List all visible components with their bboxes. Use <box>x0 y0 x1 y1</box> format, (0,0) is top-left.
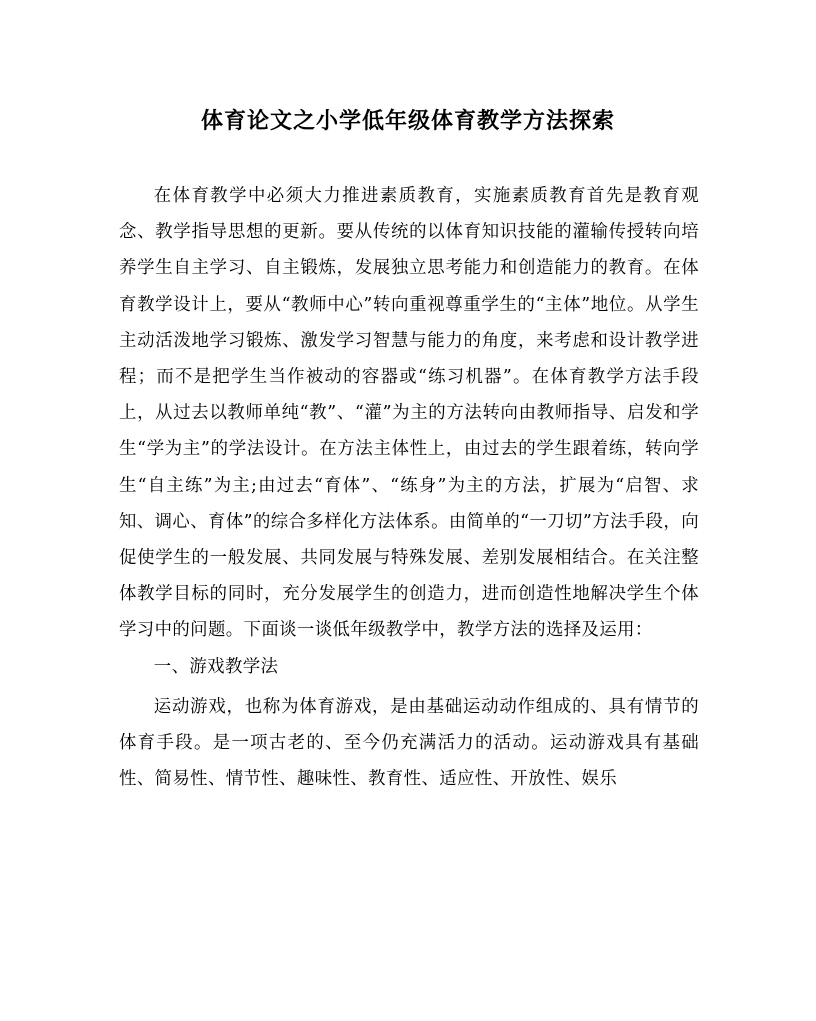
document-body <box>119 178 699 797</box>
section-paragraph: 运动游戏，也称为体育游戏，是由基础运动动作组成的、具有情节的体育手段。是一项古老的、至今仍充满活力的活动。运动游戏具有基础性、简易性、情节性、趣味性、教育性、适应性、开放性、娱乐 <box>119 696 699 790</box>
document-title: 体育论文之小学低年级体育教学方法探索 <box>200 108 615 134</box>
section-heading: 一、游戏教学法 <box>153 656 279 677</box>
intro-paragraph: 在体育教学中必须大力推进素质教育，实施素质教育首先是教育观念、教学指导思想的更新。要从传统的以体育知识技能的灌输传授转向培养学生自主学习、自主锻炼，发展独立思考能力和创造能力的教育。在体育教学设计上，要从“教师中心”转向重视尊重学生的“主体”地位。从学生主动活泼地学习锻炼、激发学习智慧与能力的角度，来考虑和设计教学进程；而不是把学生当作被动的容器或“练习机器”。在体育教学方法手段上，从过去以教师单纯“教”、“灌”为主的方法转向由教师指导、启发和学生“学为主”的学法设计。在方法主体性上，由过去的学生跟着练，转向学生“自主练”为主;由过去“育体”、“练身”为主的方法，扩展为“启智、求知、调心、育体”的综合多样化方法体系。由简单的“一刀切”方法手段，向促使学生的一般发展、共同发展与特殊发展、差别发展相结合。在关注整体教学目标的同时，充分发展学生的创造力，进而创造性地解决学生个体学习中的问题。下面谈一谈低年级教学中，教学方法的选择及运用： <box>119 186 699 641</box>
